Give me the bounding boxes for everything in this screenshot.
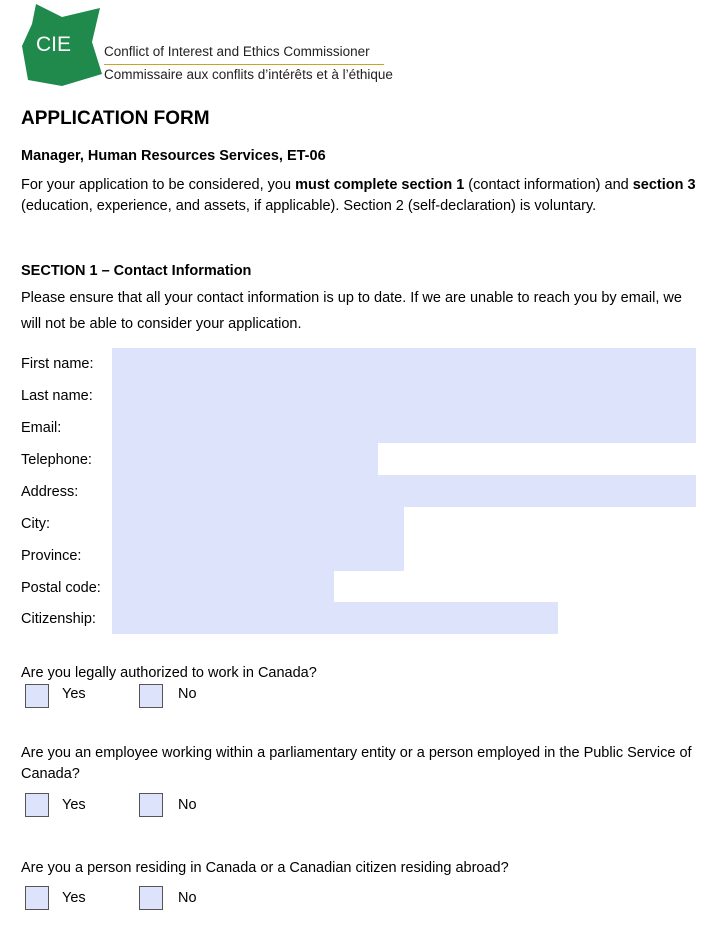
question-work-authorization: Are you legally authorized to work in Canada?: [21, 665, 317, 681]
residency-yes-checkbox[interactable]: [25, 886, 49, 910]
employee-no-label: No: [178, 797, 197, 813]
section1-description: Please ensure that all your contact information is up to date. If we are unable to reach you by email, we will not be able to consider your application.: [21, 290, 682, 332]
org-name-fr: Commissaire aux conflits d’intérêts et à l’éthique: [104, 67, 393, 82]
city-label: City:: [21, 516, 50, 532]
postal-code-label: Postal code:: [21, 580, 101, 596]
residency-no-label: No: [178, 890, 197, 906]
employee-yes-label: Yes: [62, 797, 86, 813]
province-field[interactable]: [112, 539, 404, 571]
position-title: Manager, Human Resources Services, ET-06: [21, 148, 326, 164]
work-auth-yes-label: Yes: [62, 686, 86, 702]
logo-text: CIE: [36, 33, 72, 56]
telephone-label: Telephone:: [21, 452, 92, 468]
residency-yes-label: Yes: [62, 890, 86, 906]
first-name-label: First name:: [21, 356, 94, 372]
intro-paragraph: For your application to be considered, you must complete section 1 (contact information) and section 3 (education, experience, and assets, if applicable). Section 2 (self-declaration) is voluntary.: [21, 177, 696, 214]
work-auth-yes-checkbox[interactable]: [25, 684, 49, 708]
email-field[interactable]: [112, 412, 696, 443]
employee-no-checkbox[interactable]: [139, 793, 163, 817]
telephone-field[interactable]: [112, 443, 378, 475]
citizenship-label: Citizenship:: [21, 611, 96, 627]
postal-code-field[interactable]: [112, 571, 334, 602]
city-field[interactable]: [112, 507, 404, 539]
province-label: Province:: [21, 548, 82, 564]
form-title: APPLICATION FORM: [21, 108, 210, 129]
last-name-label: Last name:: [21, 388, 93, 404]
citizenship-field[interactable]: [112, 602, 558, 634]
work-auth-no-label: No: [178, 686, 197, 702]
question-parliamentary-employee: Are you an employee working within a parliamentary entity or a person employed in the Public Service of Canada?: [21, 745, 692, 782]
org-name-en: Conflict of Interest and Ethics Commissioner: [104, 44, 370, 59]
last-name-field[interactable]: [112, 380, 696, 412]
work-auth-no-checkbox[interactable]: [139, 684, 163, 708]
employee-yes-checkbox[interactable]: [25, 793, 49, 817]
question-residency: Are you a person residing in Canada or a Canadian citizen residing abroad?: [21, 860, 509, 876]
residency-no-checkbox[interactable]: [139, 886, 163, 910]
email-label: Email:: [21, 420, 62, 436]
section1-heading: SECTION 1 – Contact Information: [21, 263, 252, 279]
cie-logo: [22, 4, 104, 86]
address-field[interactable]: [112, 475, 696, 507]
org-divider: [104, 64, 384, 65]
address-label: Address:: [21, 484, 79, 500]
first-name-field[interactable]: [112, 348, 696, 380]
